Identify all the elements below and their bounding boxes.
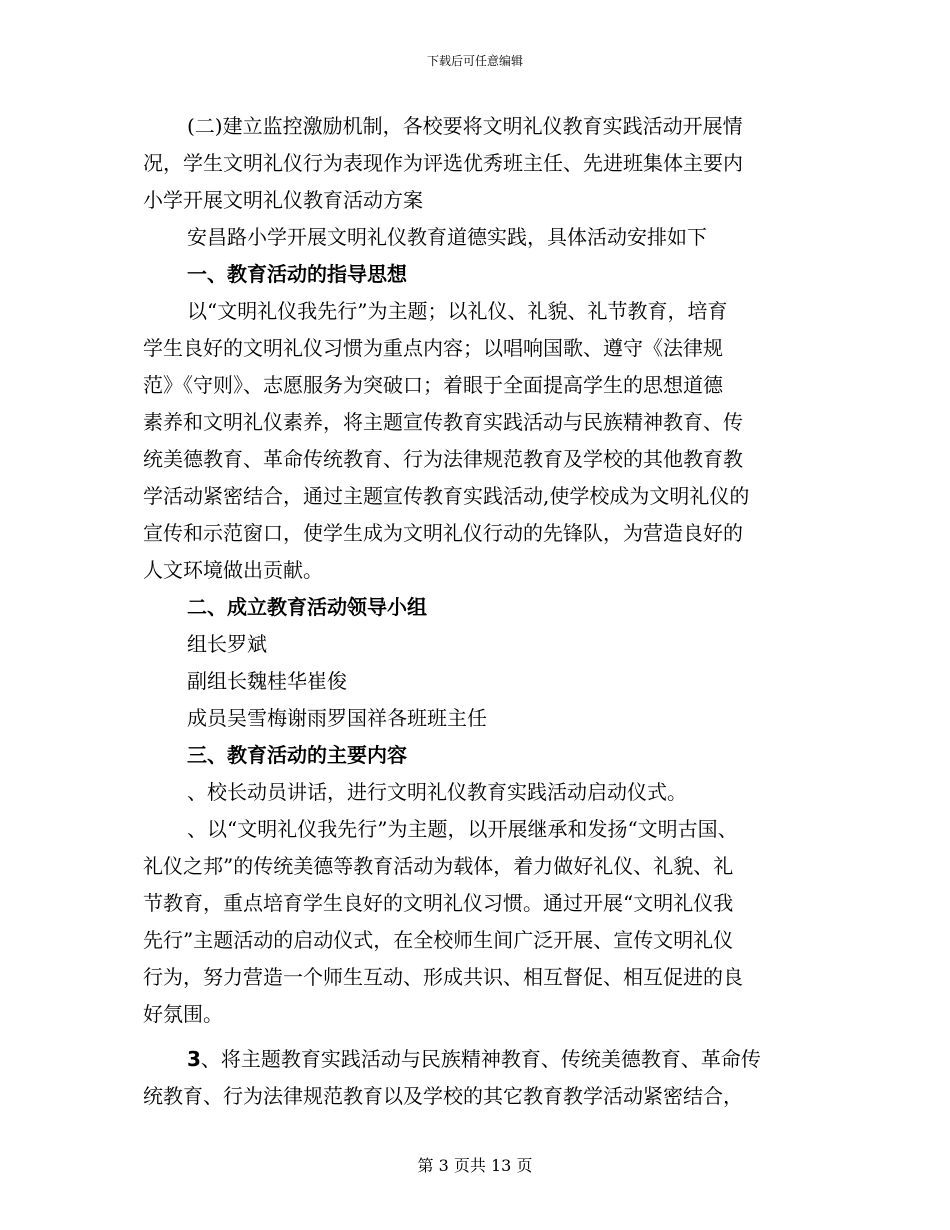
paragraph-line: 宣传和示范窗口，使学生成为文明礼仪行动的先锋队，为营造良好的 <box>143 521 743 545</box>
paragraph-line: 学生良好的文明礼仪习惯为重点内容；以唱响国歌、遵守《法律规 <box>143 336 723 360</box>
section-heading-3: 三、教育活动的主要内容 <box>187 743 407 767</box>
list-item-3 <box>143 1041 803 1078</box>
document-body <box>143 108 803 1115</box>
list-item-1: 、校长动员讲话，进行文明礼仪教育实践活动启动仪式。 <box>187 780 687 804</box>
group-member-line: 副组长魏桂华崔俊 <box>187 669 347 693</box>
page-footer: 第 3 页共 13 页 <box>417 1156 533 1175</box>
section-heading-1: 一、教育活动的指导思想 <box>187 262 407 286</box>
paragraph-line: 节教育，重点培育学生良好的文明礼仪习惯。通过开展“文明礼仪我 <box>143 891 734 915</box>
paragraph-line: 素养和文明礼仪素养，将主题宣传教育实践活动与民族精神教育、传 <box>143 410 743 434</box>
paragraph-line: 统美德教育、革命传统教育、行为法律规范教育及学校的其他教育教 <box>143 447 743 471</box>
paragraph-line: 行为，努力营造一个师生互动、形成共识、相互督促、相互促进的良 <box>143 965 743 989</box>
paragraph-line: 统教育、行为法律规范教育以及学校的其它教育教学活动紧密结合， <box>143 1084 743 1108</box>
paragraph-line: 礼仪之邦”的传统美德等教育活动为载体，着力做好礼仪、礼貌、礼 <box>143 854 734 878</box>
group-member-line: 组长罗斌 <box>187 632 267 656</box>
document-title: 小学开展文明礼仪教育活动方案 <box>143 188 423 212</box>
item-number: 3 <box>187 1047 201 1071</box>
section-heading-2: 二、成立教育活动领导小组 <box>187 595 427 619</box>
page-header: 下载后可任意编辑 <box>426 54 523 68</box>
paragraph-line: (二)建立监控激励机制，各校要将文明礼仪教育实践活动开展情 <box>187 114 743 138</box>
paragraph-line: 、以“文明礼仪我先行”为主题，以开展继承和发扬“文明古国、 <box>187 817 738 841</box>
paragraph-line: 人文环境做出贡献。 <box>143 558 323 582</box>
paragraph-line: 以“文明礼仪我先行”为主题；以礼仪、礼貌、礼节教育，培育 <box>187 299 728 323</box>
paragraph-line: 好氛围。 <box>143 1002 223 1026</box>
item-text: 、将主题教育实践活动与民族精神教育、传统美德教育、革命传 <box>200 1047 761 1071</box>
paragraph-line: 学活动紧密结合，通过主题宣传教育实践活动,使学校成为文明礼仪的 <box>143 484 750 508</box>
paragraph-line: 范》《守则》、志愿服务为突破口；着眼于全面提高学生的思想道德 <box>143 373 723 397</box>
intro-line: 安昌路小学开展文明礼仪教育道德实践，具体活动安排如下 <box>187 225 707 249</box>
paragraph-line: 先行”主题活动的启动仪式，在全校师生间广泛开展、宣传文明礼仪 <box>143 928 734 952</box>
group-member-line: 成员吴雪梅谢雨罗国祥各班班主任 <box>187 706 487 730</box>
paragraph-line: 况，学生文明礼仪行为表现作为评选优秀班主任、先进班集体主要内 <box>143 151 743 175</box>
